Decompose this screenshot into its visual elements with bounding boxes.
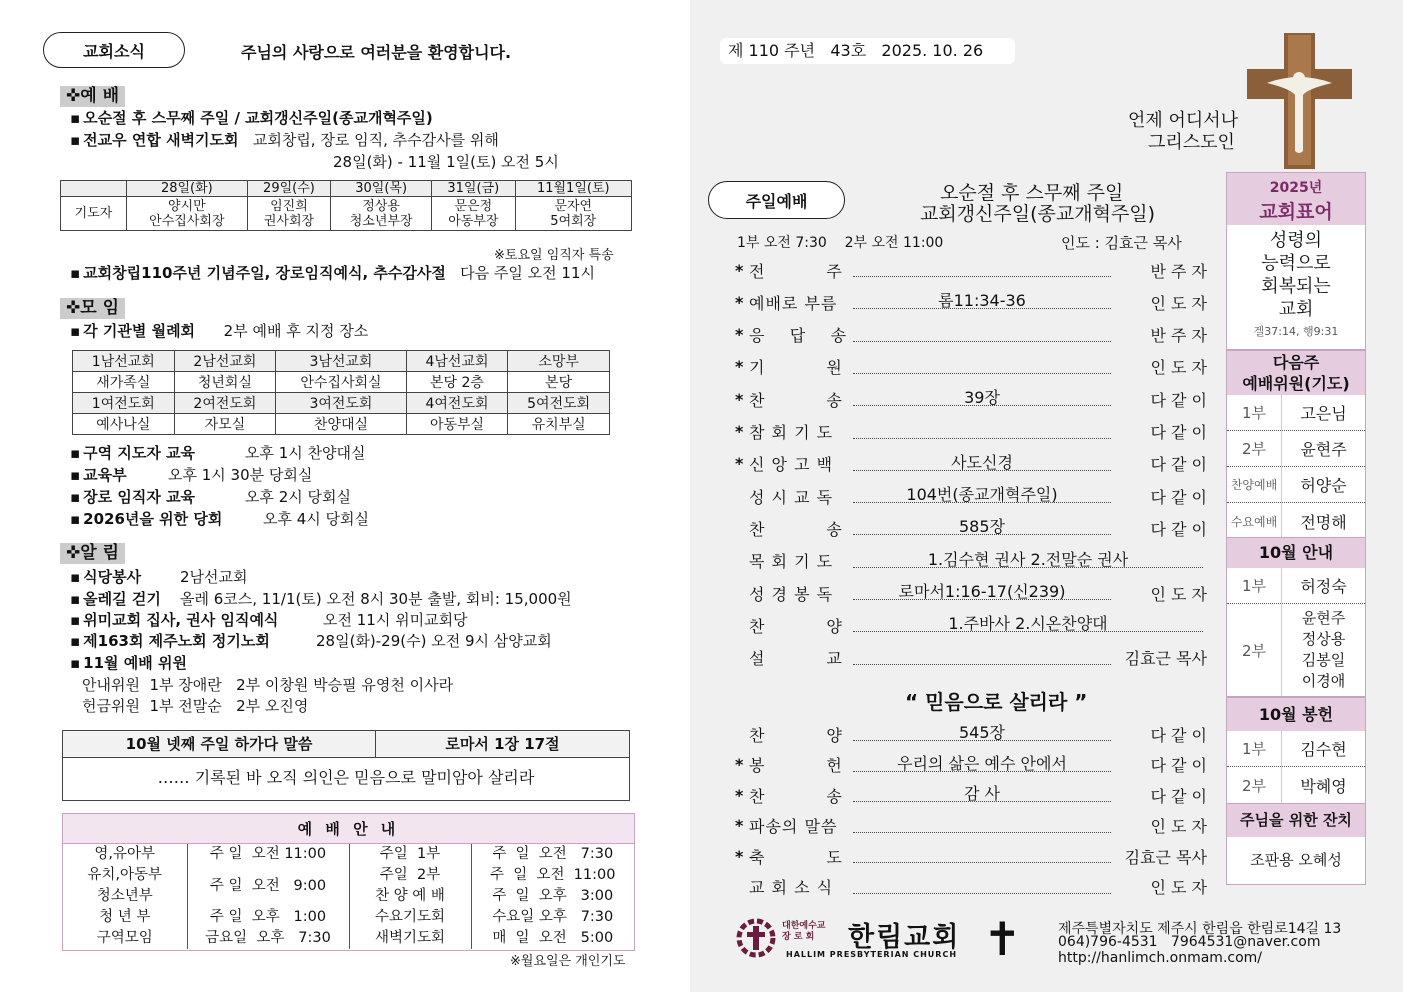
notice-item-5-line-2: 헌금위원 1부 전말순 2부 오진영 bbox=[82, 697, 309, 715]
table-cell: 주 일 오후 3:00 bbox=[492, 888, 614, 904]
list-item: 수요예배 전명해 bbox=[1227, 503, 1365, 539]
order-label: 목 회 기 도 bbox=[749, 552, 834, 572]
order-row bbox=[735, 450, 1207, 478]
order-detail: 1.김수현 권사 2.전말순 권사 bbox=[924, 550, 1132, 567]
church-address: 제주특별자치도 제주시 한림읍 한림로14길 13 bbox=[1058, 921, 1342, 937]
order-row bbox=[735, 385, 1207, 413]
notice-item-1: ▪ 식당봉사 2남선교회 bbox=[70, 566, 248, 588]
worship-guide-table bbox=[63, 844, 634, 949]
order-row bbox=[735, 256, 1207, 284]
notice-item-5-line-1: 안내위원 1부 장애란 2부 이창원 박승필 유영천 이사라 bbox=[82, 676, 454, 694]
notice-heading: ✜알 림 bbox=[60, 543, 125, 564]
verse-text: …… 기록된 바 오직 의인은 믿음으로 말미암아 살리라 bbox=[157, 768, 535, 787]
church-motto-box bbox=[1226, 172, 1366, 350]
motto-line-1: 언제 어디서나 bbox=[1128, 110, 1239, 131]
table-cell: 주 일 오전 11:00 bbox=[187, 844, 349, 865]
monday-note: ※월요일은 개인기도 bbox=[510, 954, 626, 969]
october-offering-box bbox=[1226, 697, 1366, 804]
order-person: 다 같 이 bbox=[1150, 725, 1207, 745]
table-cell: 유치,아동부 bbox=[63, 865, 187, 886]
table-cell: 주일 1부 bbox=[349, 844, 471, 865]
order-person: 다 같 이 bbox=[1150, 786, 1207, 806]
order-label: 찬 송 bbox=[749, 786, 843, 806]
church-url[interactable]: http://hanlimch.onmam.com/ bbox=[1058, 950, 1263, 966]
table-cell: 30일(목) bbox=[331, 181, 432, 197]
order-person: 인 도 자 bbox=[1150, 817, 1207, 836]
order-detail: 1.주바사 2.시온찬양대 bbox=[944, 614, 1111, 631]
left-page bbox=[0, 0, 690, 992]
order-row bbox=[735, 353, 1207, 381]
motto-line-2: 그리스도인 bbox=[1148, 132, 1235, 153]
feast-head: 주님을 위한 잔치 bbox=[1227, 804, 1365, 837]
table-cell: 본당 2층 bbox=[406, 372, 508, 393]
order-row bbox=[735, 812, 1207, 840]
table-cell: 11월1일(토) bbox=[515, 181, 631, 197]
october-guide-head: 10월 안내 bbox=[1227, 538, 1365, 568]
sermon-title: “ 믿음으로 살리라 ” bbox=[905, 690, 1088, 714]
order-label: 신 앙 고 백 bbox=[749, 455, 834, 475]
order-label: 설 교 bbox=[749, 649, 843, 669]
order-person: 다 같 이 bbox=[1150, 519, 1207, 539]
table-cell: 2여전도회 bbox=[174, 393, 276, 414]
list-item: 1부 허정숙 bbox=[1227, 568, 1365, 604]
worship-heading: ✜예 배 bbox=[60, 86, 125, 107]
motto-ref: 겔37:14, 행9:31 bbox=[1253, 325, 1339, 338]
order-label: 예배로 부름 bbox=[749, 293, 838, 313]
meeting-item-4: ▪ 장로 임직자 교육 오후 2시 당회실 bbox=[70, 486, 351, 508]
table-cell: 매 일 오전 5:00 bbox=[492, 930, 614, 946]
order-label: 축 도 bbox=[749, 847, 843, 867]
order-detail: 우리의 삶은 예수 안에서 bbox=[893, 754, 1071, 771]
table-cell: 청소년부장 bbox=[349, 213, 413, 229]
order-detail: 104번(종교개혁주일) bbox=[902, 485, 1061, 502]
order-person: 다 같 이 bbox=[1150, 487, 1207, 507]
table-cell: 청년회실 bbox=[174, 372, 276, 393]
order-person: 김효근 목사 bbox=[1124, 847, 1207, 867]
motto-year: 2025년 교회표어 bbox=[1227, 173, 1365, 225]
order-person: 인 도 자 bbox=[1150, 878, 1207, 897]
order-star: * bbox=[735, 389, 744, 409]
motto-text: 성령의 능력으로 회복되는 교회 bbox=[1261, 230, 1331, 320]
table-cell: 임진희 bbox=[270, 198, 308, 214]
order-row bbox=[735, 547, 1207, 575]
verse-box bbox=[62, 730, 630, 801]
table-cell: 5여회장 bbox=[550, 213, 597, 229]
list-item: 찬양예배 허양순 bbox=[1227, 467, 1365, 503]
worship-guide-box bbox=[62, 813, 635, 951]
order-person: 인 도 자 bbox=[1150, 358, 1207, 378]
table-cell: 찬 양 예 배 bbox=[349, 886, 471, 907]
order-label: 성 경 봉 독 bbox=[749, 584, 834, 604]
order-row bbox=[735, 418, 1207, 446]
next-week-box bbox=[1226, 350, 1366, 538]
list-item: 2부 박혜영 bbox=[1227, 767, 1365, 803]
table-cell: 수요기도회 bbox=[349, 907, 471, 928]
table-cell: 금요일 오후 7:30 bbox=[187, 928, 349, 949]
notice-item-5: ▪ 11월 예배 위원 bbox=[70, 652, 187, 674]
order-star: * bbox=[735, 816, 744, 835]
table-cell: 5여전도회 bbox=[508, 393, 610, 414]
meeting-item-3: ▪ 교육부 오후 1시 30분 당회실 bbox=[70, 464, 312, 486]
table-cell: 예사나실 bbox=[73, 414, 175, 435]
order-person: 다 같 이 bbox=[1150, 390, 1207, 410]
table-cell: 2남선교회 bbox=[174, 351, 276, 372]
order-row bbox=[735, 751, 1207, 779]
order-person: 김효근 목사 bbox=[1124, 649, 1207, 669]
prayer-table bbox=[60, 180, 632, 231]
order-star: * bbox=[735, 260, 744, 280]
meeting-item-1: ▪ 각 기관별 월례회 2부 예배 후 지정 장소 bbox=[70, 320, 368, 342]
order-person: 인 도 자 bbox=[1150, 293, 1207, 313]
order-label: 기 원 bbox=[749, 358, 843, 378]
table-cell: 권사회장 bbox=[263, 213, 315, 229]
church-denomination: 대한예수교 장 로 회 bbox=[782, 921, 826, 942]
feast-text: 조판용 오혜성 bbox=[1227, 837, 1365, 884]
issue-info: 제 110 주년 43호 2025. 10. 26 bbox=[720, 38, 1015, 64]
service-title-2: 교회갱신주일(종교개혁주일) bbox=[920, 203, 1156, 225]
table-cell: 1남선교회 bbox=[73, 351, 175, 372]
meeting-item-5: ▪ 2026년을 위한 당회 오후 4시 당회실 bbox=[70, 508, 369, 530]
table-cell: 주 일 오후 1:00 bbox=[187, 907, 349, 928]
order-label: 파송의 말씀 bbox=[749, 817, 838, 836]
october-guide-box bbox=[1226, 537, 1366, 697]
order-row bbox=[735, 288, 1207, 316]
worship-item-1: ▪ 오순절 후 스무째 주일 / 교회갱신주일(종교개혁주일) bbox=[70, 107, 433, 129]
order-person: 다 같 이 bbox=[1150, 455, 1207, 475]
table-cell: 4남선교회 bbox=[406, 351, 508, 372]
order-row bbox=[735, 321, 1207, 349]
order-row bbox=[735, 644, 1207, 672]
order-row bbox=[735, 482, 1207, 510]
table-cell: 주 일 오전 7:30 bbox=[492, 846, 614, 862]
list-item: 2부 윤현주 bbox=[1227, 431, 1365, 467]
table-cell: 자모실 bbox=[174, 414, 276, 435]
worship-item-2-date: 28일(화) - 11월 1일(토) 오전 5시 bbox=[333, 153, 559, 171]
order-label: 봉 헌 bbox=[749, 756, 843, 775]
order-row bbox=[735, 611, 1207, 639]
order-row bbox=[735, 579, 1207, 607]
church-name-en: HALLIM PRESBYTERIAN CHURCH bbox=[786, 950, 958, 959]
notice-item-2: ▪ 올레길 걷기 올레 6코스, 11/1(토) 오전 8시 30분 출발, 회비: 15,000원 bbox=[70, 588, 572, 610]
cross-image bbox=[1247, 33, 1352, 169]
order-row bbox=[735, 781, 1207, 809]
order-row bbox=[735, 514, 1207, 542]
order-detail: 39장 bbox=[960, 388, 1004, 405]
list-item: 1부 김수현 bbox=[1227, 731, 1365, 767]
table-cell: 찬양대실 bbox=[276, 414, 406, 435]
service-leader: 인도 : 김효근 목사 bbox=[1061, 234, 1182, 252]
order-row bbox=[735, 842, 1207, 870]
table-cell: 구역모임 bbox=[63, 928, 187, 949]
table-cell: 28일(화) bbox=[127, 181, 248, 197]
verse-ref: 로마서 1장 17절 bbox=[445, 735, 560, 753]
worship-item-2: ▪ 전교우 연합 새벽기도회 교회창립, 장로 임직, 추수감사를 위해 bbox=[70, 129, 499, 151]
order-label: 전 주 bbox=[749, 261, 843, 281]
order-detail: 롬11:34-36 bbox=[934, 291, 1030, 308]
order-star: * bbox=[735, 755, 744, 774]
notice-item-3: ▪ 위미교회 집사, 권사 임직예식 오전 11시 위미교회당 bbox=[70, 609, 468, 631]
table-cell: 청 년 부 bbox=[63, 907, 187, 928]
order-star: * bbox=[735, 846, 744, 866]
meeting-heading: ✜모 임 bbox=[60, 298, 125, 319]
order-label: 참 회 기 도 bbox=[749, 423, 834, 442]
order-person: 인 도 자 bbox=[1150, 584, 1207, 604]
table-cell: 31일(금) bbox=[432, 181, 515, 197]
table-cell: 주일 2부 bbox=[349, 865, 471, 886]
table-cell: 아동부실 bbox=[406, 414, 508, 435]
order-person: 다 같 이 bbox=[1150, 423, 1207, 442]
table-cell: 청소년부 bbox=[63, 886, 187, 907]
cross-icon: ✝ bbox=[983, 912, 1022, 966]
order-person: 다 같 이 bbox=[1150, 756, 1207, 775]
order-star: * bbox=[735, 325, 744, 345]
october-offering-head: 10월 봉헌 bbox=[1227, 698, 1365, 731]
table-cell: 안수집사회장 bbox=[149, 213, 225, 229]
order-star: * bbox=[735, 454, 744, 474]
table-cell: 문자연 bbox=[554, 198, 593, 214]
table-cell: 수요일 오후 7:30 bbox=[492, 909, 614, 925]
worship-item-3: ▪ 교회창립110주년 기념주일, 장로임직예식, 추수감사절 다음 주일 오전 11시 bbox=[70, 262, 595, 284]
table-cell: 안수집사회실 bbox=[276, 372, 406, 393]
table-cell: 양시만 bbox=[168, 198, 206, 214]
order-row bbox=[735, 873, 1207, 901]
church-phone: 064)796-4531 7964531@naver.com bbox=[1058, 934, 1321, 950]
table-cell: 본당 bbox=[508, 372, 610, 393]
church-logo-icon bbox=[736, 918, 776, 958]
service-times: 1부 오전 7:30 2부 오전 11:00 bbox=[737, 235, 944, 251]
order-star: * bbox=[735, 422, 744, 441]
table-cell: 정상용 bbox=[362, 198, 400, 214]
order-person: 반 주 자 bbox=[1150, 326, 1207, 346]
saturday-note: ※토요일 임직자 특송 bbox=[494, 248, 614, 263]
order-star: * bbox=[735, 292, 744, 312]
feast-box bbox=[1226, 803, 1366, 885]
table-cell: 주 일 오전 11:00 bbox=[490, 867, 616, 883]
table-cell: 영,유아부 bbox=[63, 844, 187, 865]
list-item: 2부 윤현주 정상용 김봉일 이경애 bbox=[1227, 604, 1365, 696]
order-label: 찬 송 bbox=[749, 519, 843, 539]
worship-guide-title: 예 배 안 내 bbox=[63, 814, 634, 844]
table-cell: 새가족실 bbox=[73, 372, 175, 393]
table-cell: 3여전도회 bbox=[276, 393, 406, 414]
order-row bbox=[735, 720, 1207, 748]
table-cell: 유치부실 bbox=[508, 414, 610, 435]
table-cell: 기도자 bbox=[61, 197, 127, 231]
news-label: 교회소식 bbox=[43, 32, 185, 68]
order-star: * bbox=[735, 785, 744, 805]
next-week-head: 다음주 예배위원(기도) bbox=[1227, 351, 1365, 395]
order-label: 찬 양 bbox=[749, 725, 843, 745]
notice-item-4: ▪ 제163회 제주노회 정기노회 28일(화)-29(수) 오전 9시 삼양교회 bbox=[70, 630, 552, 652]
table-cell: 3남선교회 bbox=[276, 351, 406, 372]
table-cell: 1여전도회 bbox=[73, 393, 175, 414]
table-cell: 소망부 bbox=[508, 351, 610, 372]
order-label: 성 시 교 독 bbox=[749, 487, 834, 507]
table-cell: 새벽기도회 bbox=[349, 928, 471, 949]
list-item: 1부 고은님 bbox=[1227, 395, 1365, 431]
order-label: 교 회 소 식 bbox=[749, 878, 834, 897]
groups-table bbox=[72, 350, 610, 435]
order-detail: 사도신경 bbox=[947, 453, 1017, 470]
meeting-item-2: ▪ 구역 지도자 교육 오후 1시 찬양대실 bbox=[70, 442, 366, 464]
order-label: 응 답 송 bbox=[749, 326, 848, 346]
order-detail: 545장 bbox=[955, 723, 1009, 740]
church-name: 한림교회 bbox=[848, 922, 961, 953]
service-label: 주일예배 bbox=[708, 181, 845, 219]
order-label: 찬 송 bbox=[749, 390, 843, 410]
order-detail: 감 사 bbox=[960, 784, 1004, 801]
order-detail: 585장 bbox=[955, 517, 1009, 534]
table-cell: 주 일 오전 9:00 bbox=[187, 865, 349, 907]
table-cell: 4여전도회 bbox=[406, 393, 508, 414]
order-label: 찬 양 bbox=[749, 616, 843, 636]
service-title-1: 오순절 후 스무째 주일 bbox=[940, 182, 1124, 204]
verse-title: 10월 넷째 주일 하가다 말씀 bbox=[63, 731, 376, 757]
order-person: 반 주 자 bbox=[1150, 261, 1207, 281]
table-cell: 29일(수) bbox=[247, 181, 330, 197]
welcome-text: 주님의 사랑으로 여러분을 환영합니다. bbox=[241, 43, 512, 62]
table-cell: 문은정 bbox=[454, 198, 493, 214]
order-star: * bbox=[735, 357, 744, 377]
table-cell: 아동부장 bbox=[448, 213, 499, 229]
order-detail: 로마서1:16-17(신239) bbox=[895, 582, 1070, 599]
